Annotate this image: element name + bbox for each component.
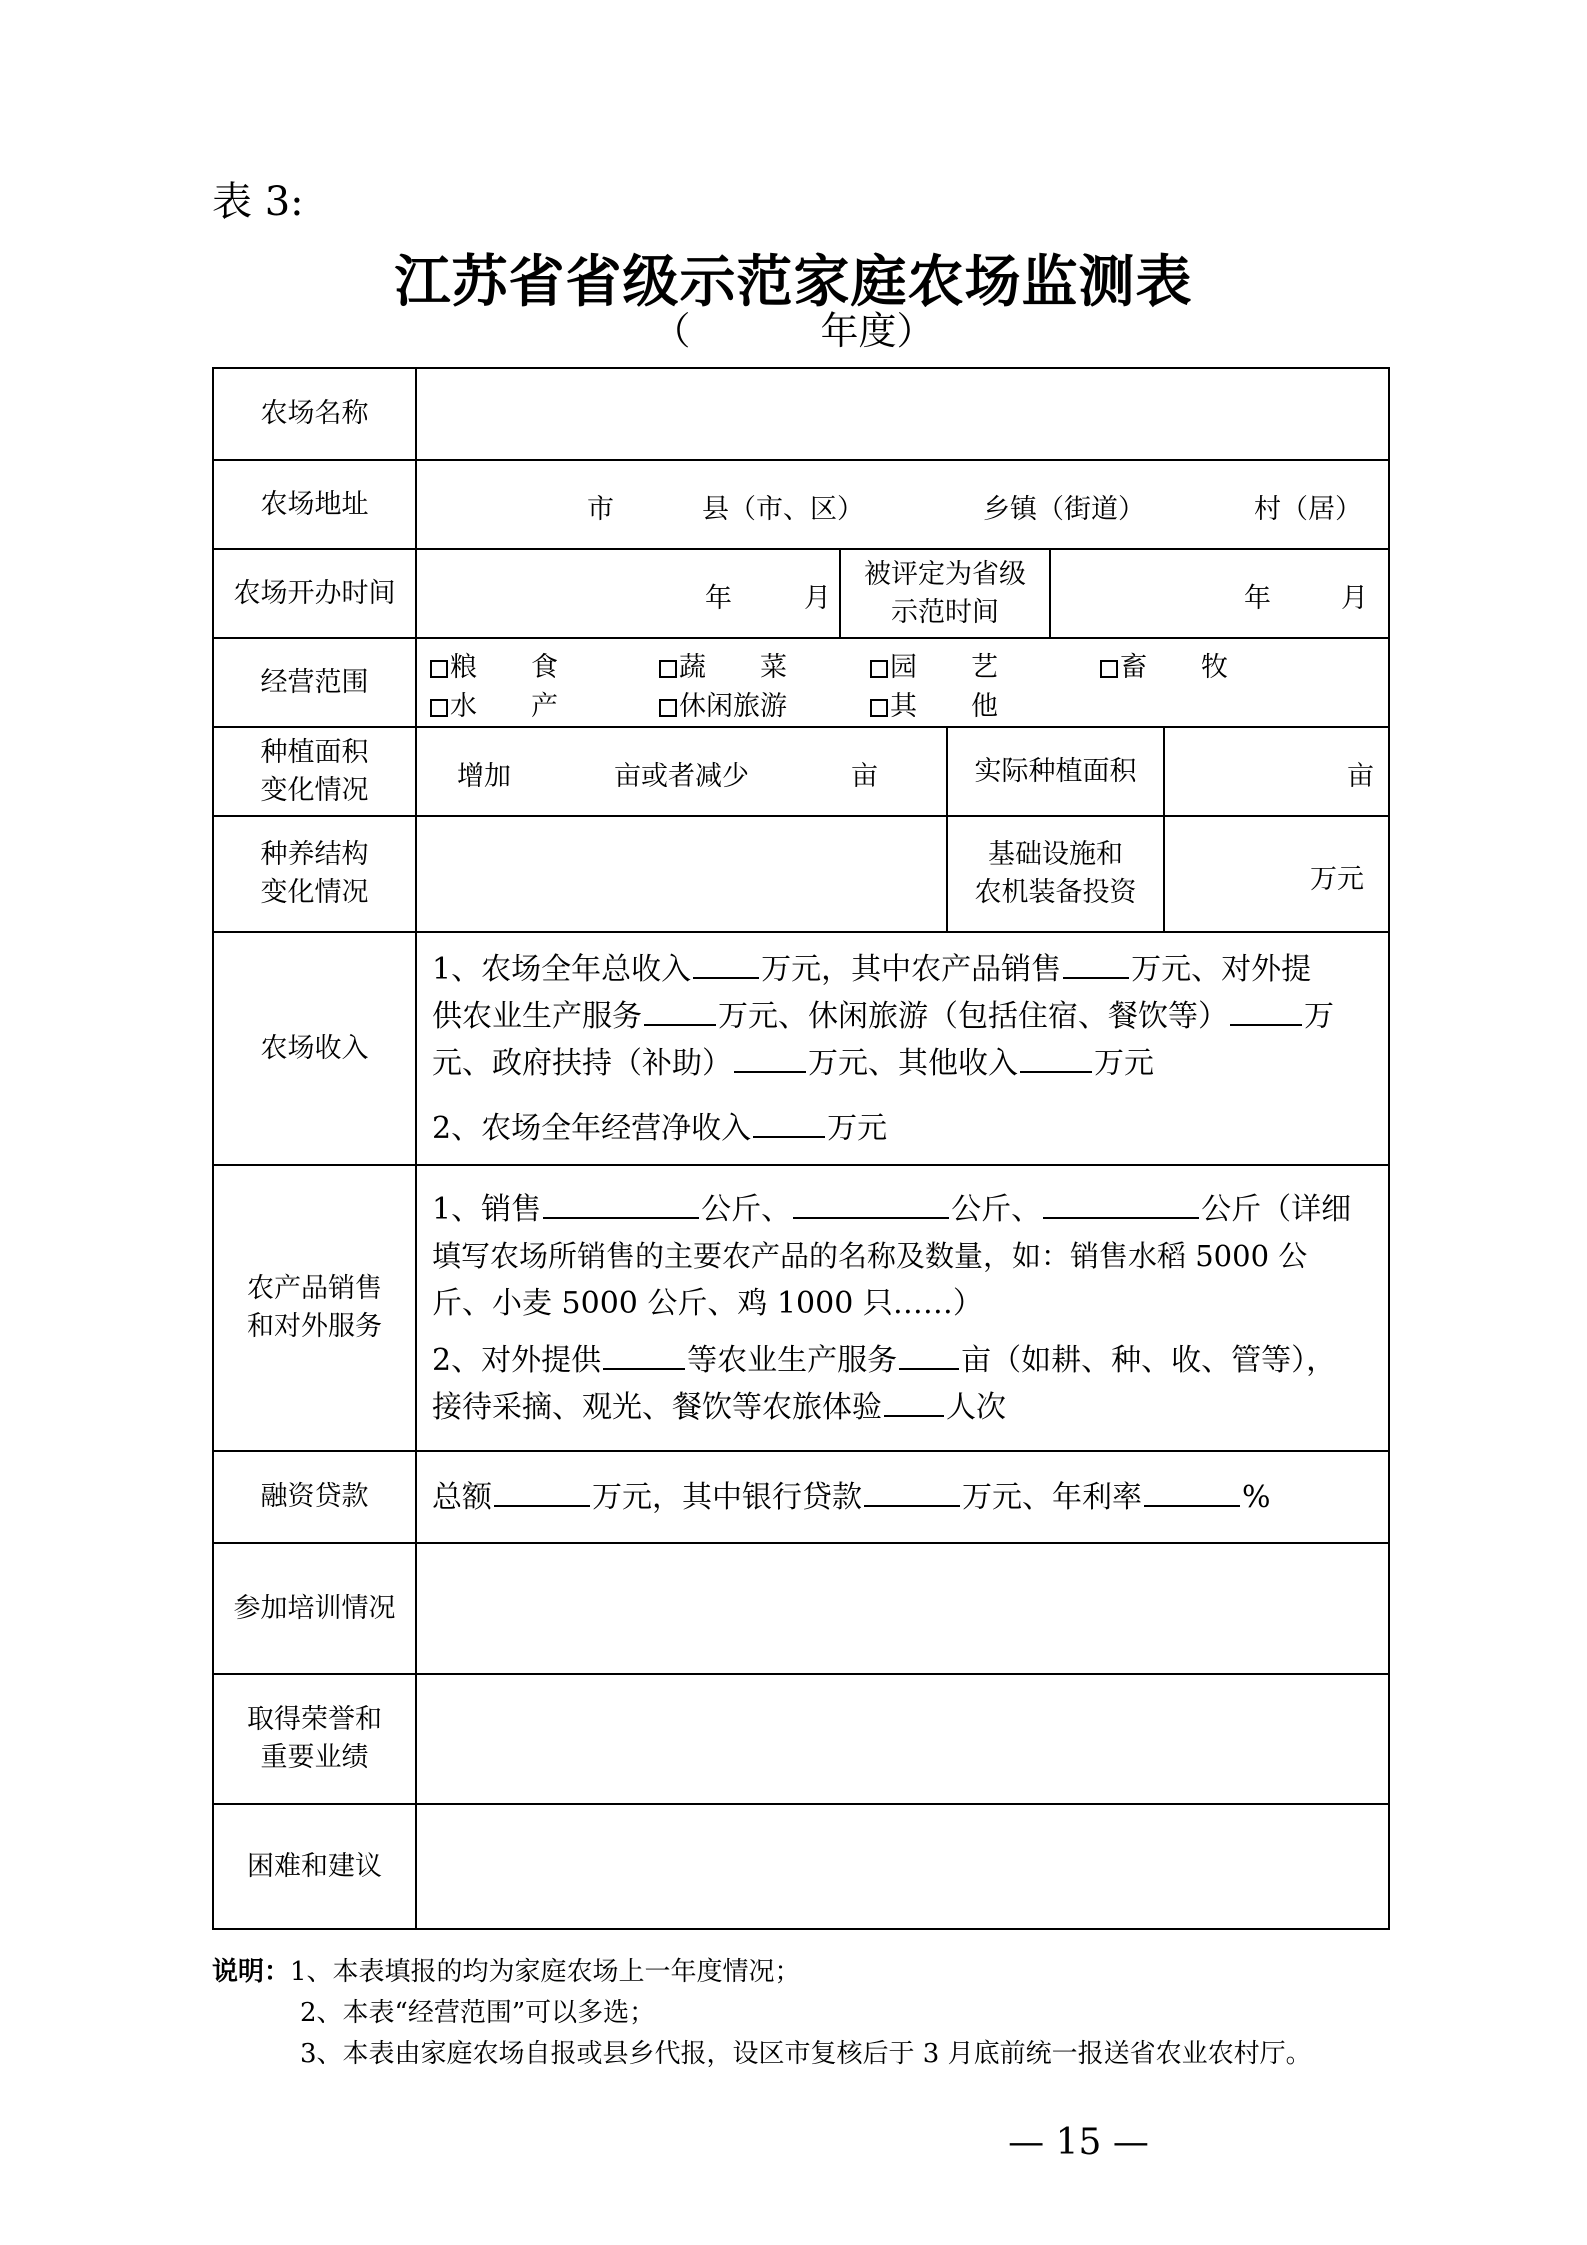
row-financing <box>214 1450 1388 1542</box>
sales-line-1: 1、销售 公斤、 公斤、 公斤（详细 <box>432 1186 1374 1233</box>
start-time-field[interactable] <box>415 550 839 637</box>
sales-line-3: 斤、小麦 5000 公斤、鸡 1000 只……） <box>432 1285 983 1321</box>
year-line <box>0 300 1587 355</box>
income-line-2: 供农业生产服务 万元、休闲旅游（包括住宿、餐饮等） 万 <box>432 993 1374 1040</box>
start-month: 月 <box>804 583 831 614</box>
farm-address-label: 农场地址 <box>260 488 369 520</box>
area-mu-or-decrease: 亩或者减少 <box>614 761 749 792</box>
blank-field[interactable] <box>1063 947 1129 979</box>
page-title: 江苏省省级示范家庭农场监测表 <box>394 249 1193 315</box>
page-number: — 15 — <box>1008 2122 1149 2163</box>
eval-year: 年 <box>1244 583 1271 614</box>
financing-content <box>415 1452 1388 1542</box>
eval-time-field[interactable] <box>1049 550 1388 637</box>
scope-option-horticulture[interactable]: 园 艺 <box>870 645 998 684</box>
eval-time-label <box>839 550 1049 637</box>
checkbox-icon[interactable] <box>1100 660 1118 678</box>
start-time-label: 农场开办时间 <box>233 577 396 609</box>
blank-field[interactable] <box>1043 1187 1199 1219</box>
income-line-4: 2、农场全年经营净收入 万元 <box>432 1105 1374 1152</box>
address-county: 县（市、区） <box>702 494 864 525</box>
checkbox-icon[interactable] <box>659 660 677 678</box>
investment-field[interactable] <box>1163 817 1388 931</box>
planting-area-label: 种植面积 变化情况 <box>260 736 369 806</box>
planting-area-change-field[interactable] <box>415 728 946 815</box>
blank-field[interactable] <box>1020 1041 1092 1073</box>
checkbox-icon[interactable] <box>659 699 677 717</box>
farm-name-field[interactable] <box>415 369 1388 459</box>
address-town: 乡镇（街道） <box>983 494 1145 525</box>
blank-field[interactable] <box>494 1475 590 1507</box>
blank-field[interactable] <box>864 1475 960 1507</box>
scope-option-aquatic[interactable]: 水 产 <box>430 684 558 723</box>
training-label: 参加培训情况 <box>233 1592 396 1624</box>
blank-field[interactable] <box>1230 994 1302 1026</box>
honors-label: 取得荣誉和 重要业绩 <box>247 1704 382 1773</box>
farm-name-label: 农场名称 <box>260 398 369 429</box>
row-planting-area <box>214 726 1388 815</box>
blank-field[interactable] <box>884 1385 944 1417</box>
training-field[interactable] <box>415 1544 1388 1673</box>
scope-option-grain[interactable]: 粮 食 <box>430 645 558 684</box>
scope-option-leisure-tourism[interactable]: 休闲旅游 <box>659 684 787 723</box>
note-3: 3、本表由家庭农场自报或县乡代报，设区市复核后于 3 月底前统一报送省农业农村厅。 <box>300 2039 1312 2069</box>
actual-area-field[interactable] <box>1163 728 1388 815</box>
row-farm-income <box>214 931 1388 1164</box>
difficulties-label: 困难和建议 <box>247 1850 382 1882</box>
checkbox-icon[interactable] <box>430 699 448 717</box>
address-city: 市 <box>587 494 614 525</box>
blank-field[interactable] <box>734 1041 806 1073</box>
blank-field[interactable] <box>753 1106 825 1138</box>
row-sales-services <box>214 1164 1388 1450</box>
financing-label: 融资贷款 <box>260 1481 369 1512</box>
area-increase: 增加 <box>457 761 511 792</box>
row-training <box>214 1542 1388 1673</box>
blank-field[interactable] <box>603 1338 685 1370</box>
year-open: （ <box>652 309 691 353</box>
checkbox-icon[interactable] <box>870 699 888 717</box>
notes <box>212 1952 1312 2075</box>
blank-field[interactable] <box>693 947 759 979</box>
table-label: 表 3: <box>212 179 304 225</box>
blank-field[interactable] <box>793 1187 949 1219</box>
sales-line-4: 2、对外提供 等农业生产服务 亩（如耕、种、收、管等）， <box>432 1337 1374 1384</box>
scope-option-other[interactable]: 其 他 <box>870 684 998 723</box>
year-label: 年度） <box>820 309 935 353</box>
eval-month: 月 <box>1341 583 1368 614</box>
sales-line-2: 填写农场所销售的主要农产品的名称及数量，如：销售水稻 5000 公 <box>432 1238 1308 1273</box>
farm-address-field[interactable] <box>415 461 1388 548</box>
income-line-1: 1、农场全年总收入 万元，其中农产品销售 万元、对外提 <box>432 946 1374 993</box>
row-difficulties <box>214 1803 1388 1928</box>
start-year: 年 <box>705 583 732 614</box>
row-business-scope <box>214 637 1388 726</box>
checkbox-icon[interactable] <box>870 660 888 678</box>
farm-income-label: 农场收入 <box>260 1032 369 1064</box>
eval-time-label-2: 示范时间 <box>891 596 999 628</box>
checkbox-icon[interactable] <box>430 660 448 678</box>
row-honors <box>214 1673 1388 1803</box>
blank-field[interactable] <box>1144 1475 1240 1507</box>
note-2: 2、本表“经营范围”可以多选； <box>300 1998 656 2028</box>
investment-label: 基础设施和 农机装备投资 <box>946 817 1163 931</box>
row-start-time <box>214 548 1388 637</box>
business-scope-options <box>415 639 1388 726</box>
sales-services-content <box>415 1166 1388 1450</box>
blank-field[interactable] <box>543 1187 699 1219</box>
note-1: 说明：1、本表填报的均为家庭农场上一年度情况； <box>212 1957 801 1987</box>
structure-change-label: 种养结构 变化情况 <box>260 839 369 908</box>
address-village: 村（居） <box>1254 494 1362 525</box>
actual-area-unit: 亩 <box>1347 761 1374 792</box>
income-line-3: 元、政府扶持（补助） 万元、其他收入 万元 <box>432 1040 1374 1087</box>
sales-line-5: 接待采摘、观光、餐饮等农旅体验 人次 <box>432 1384 1374 1431</box>
area-mu: 亩 <box>851 761 878 792</box>
actual-area-label: 实际种植面积 <box>946 728 1163 815</box>
scope-option-livestock[interactable]: 畜 牧 <box>1100 645 1228 684</box>
row-farm-address <box>214 459 1388 548</box>
difficulties-field[interactable] <box>415 1805 1388 1928</box>
row-farm-name <box>214 369 1388 459</box>
monitoring-form <box>212 367 1390 1930</box>
structure-change-field[interactable] <box>415 817 946 931</box>
honors-field[interactable] <box>415 1675 1388 1803</box>
blank-field[interactable] <box>644 994 716 1026</box>
financing-line: 总额 万元，其中银行贷款 万元、年利率 % <box>432 1474 1374 1521</box>
blank-field[interactable] <box>899 1338 959 1370</box>
business-scope-label: 经营范围 <box>260 666 369 698</box>
farm-income-content <box>415 933 1388 1164</box>
sales-services-label: 农产品销售 和对外服务 <box>247 1273 382 1342</box>
investment-unit: 万元 <box>1310 864 1364 895</box>
row-structure-change <box>214 815 1388 931</box>
scope-option-vegetables[interactable]: 蔬 菜 <box>659 645 787 684</box>
eval-time-label-1: 被评定为省级 <box>864 558 1026 590</box>
